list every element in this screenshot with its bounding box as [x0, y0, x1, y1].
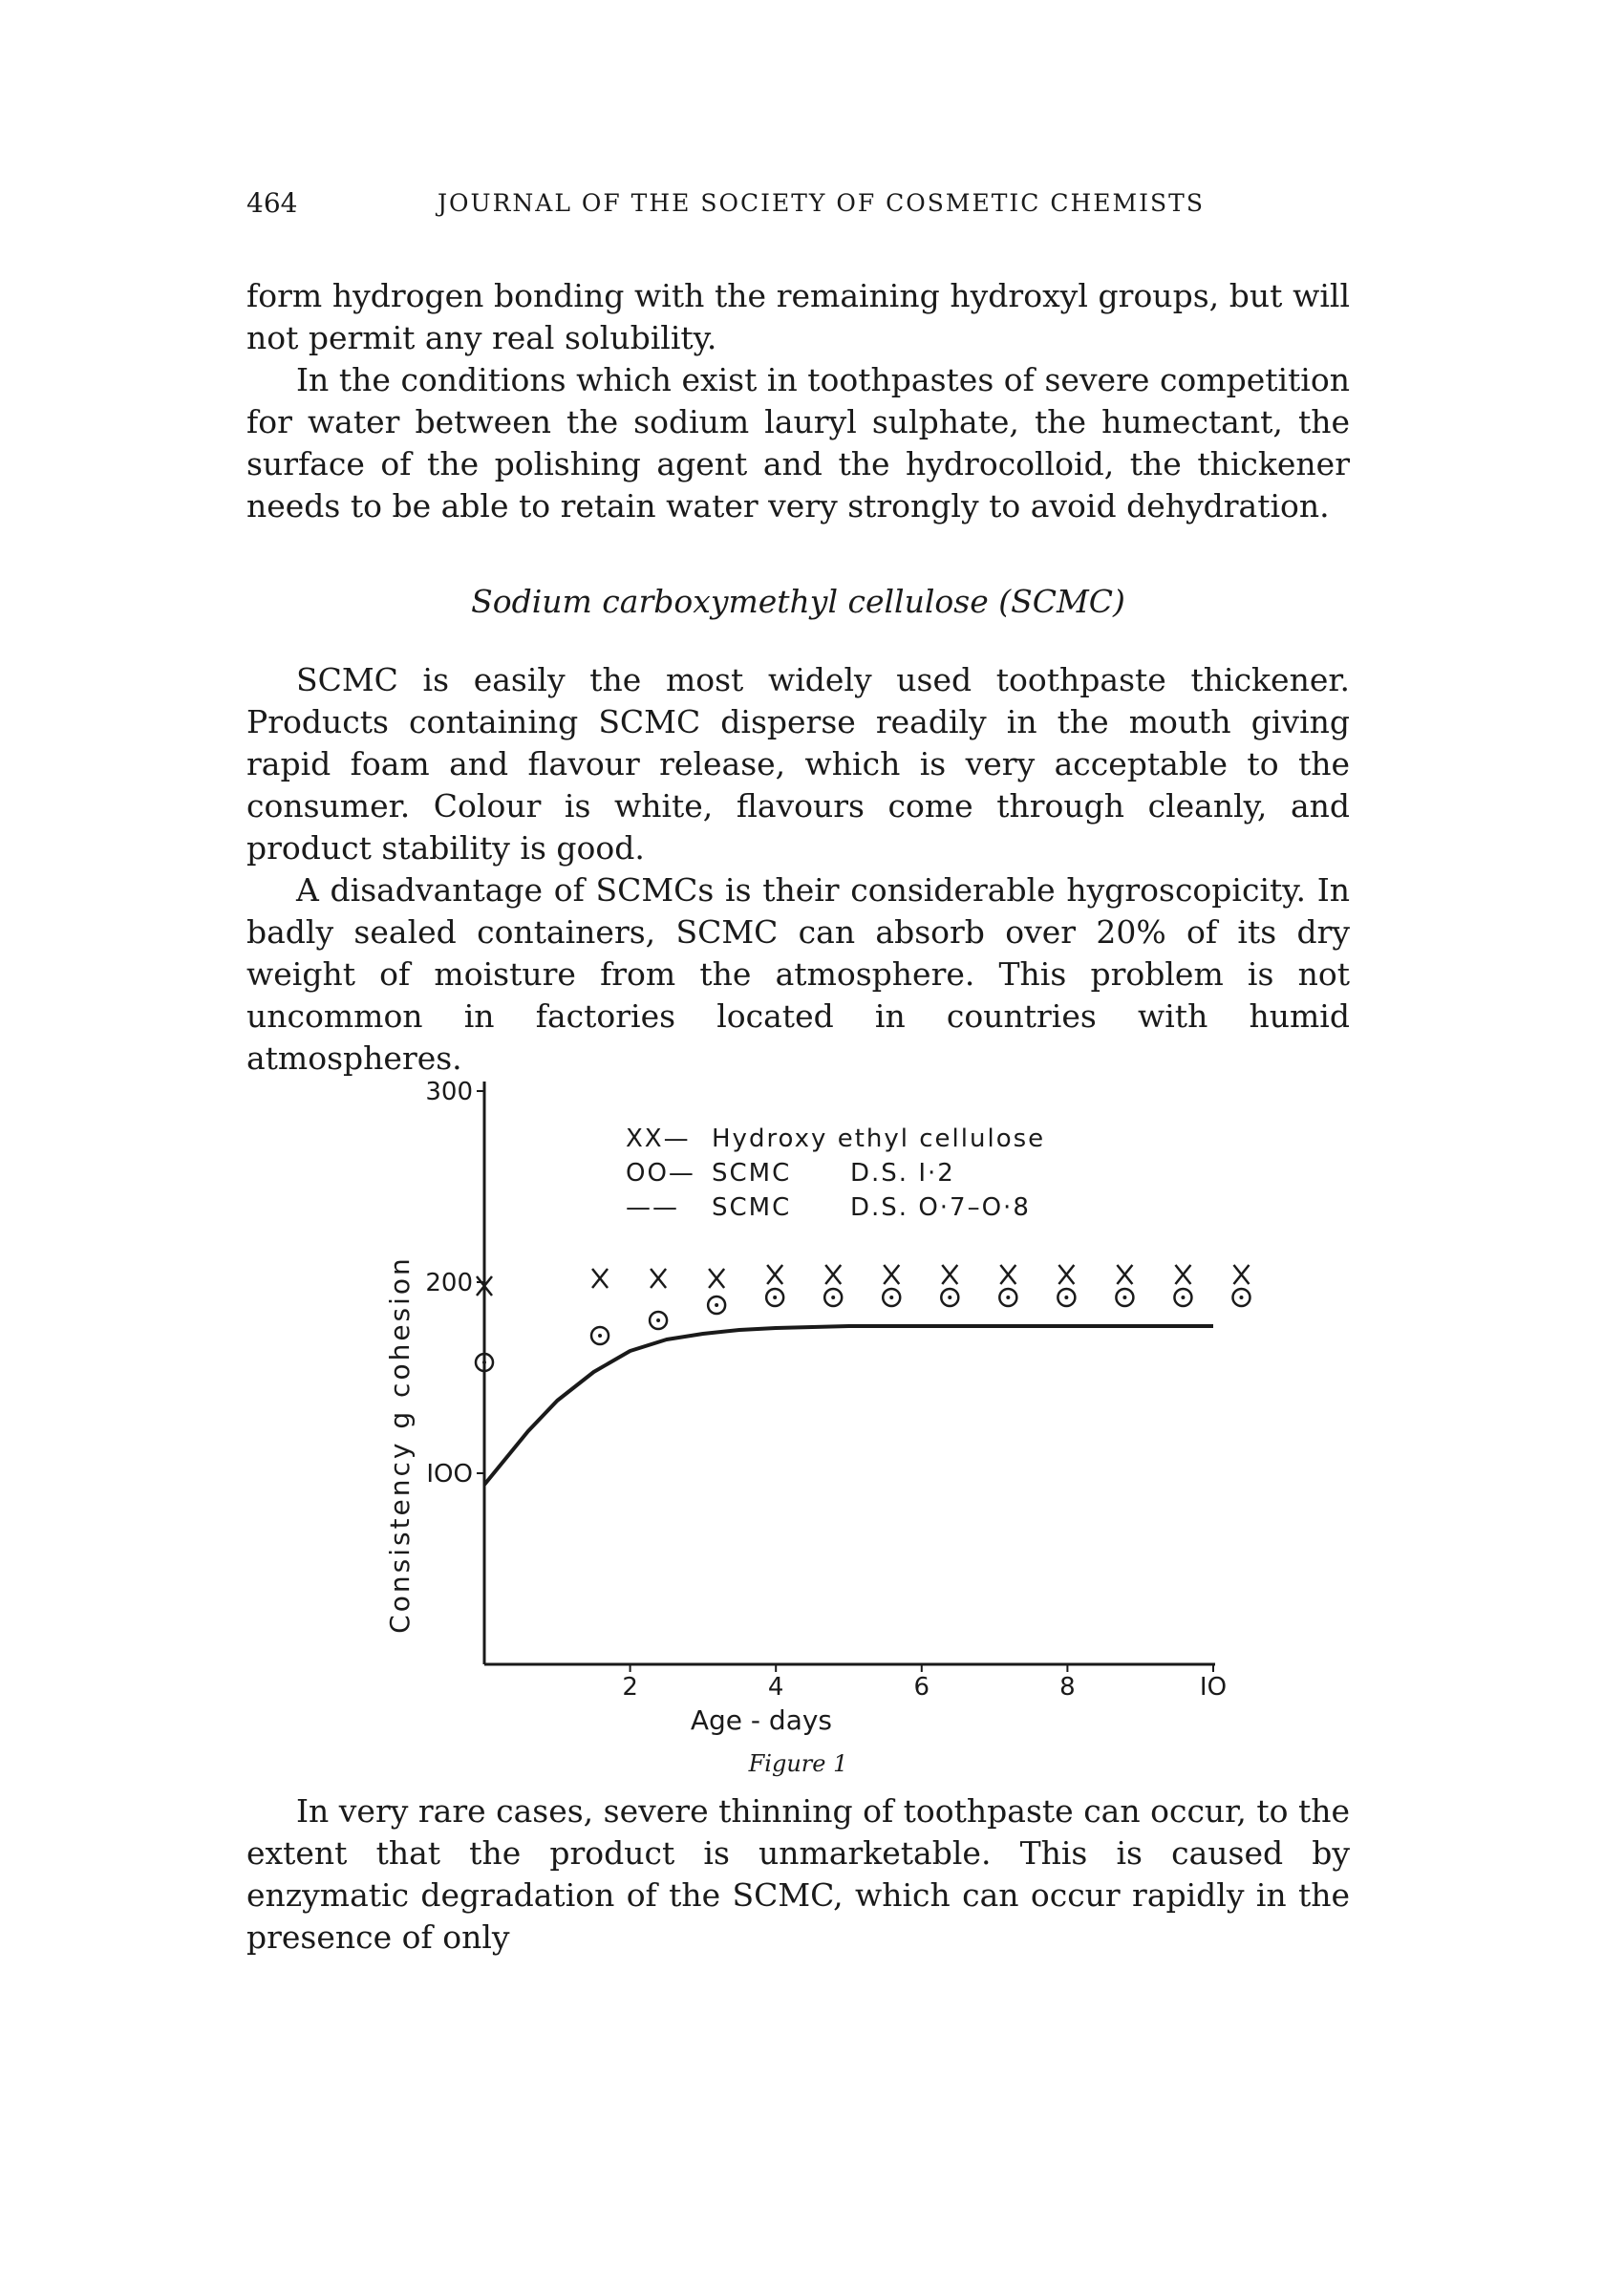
data-point-circle-marker: [999, 1289, 1016, 1306]
circle-marker-dot: [831, 1296, 835, 1299]
circle-marker-dot: [598, 1334, 602, 1338]
data-point-circle-marker: [824, 1289, 842, 1306]
circle-marker-dot: [715, 1303, 718, 1307]
circle-marker-dot: [1122, 1296, 1126, 1299]
data-point-x-marker: [1058, 1265, 1074, 1284]
legend-marker: ——: [626, 1193, 679, 1222]
section-heading: Sodium carboxymethyl cellulose (SCMC): [471, 583, 1125, 620]
x-axis-label: Age - days: [690, 1704, 833, 1736]
data-point-x-marker: [1175, 1265, 1190, 1284]
data-point-x-marker: [709, 1269, 724, 1288]
y-tick-label: IOO: [426, 1460, 473, 1489]
data-point-x-marker: [651, 1269, 666, 1288]
data-point-circle-marker: [708, 1296, 725, 1314]
x-tick-label: 6: [913, 1673, 930, 1702]
data-point-x-marker: [884, 1265, 899, 1284]
circle-marker-dot: [1006, 1296, 1010, 1299]
paragraph: In the conditions which exist in toothpastes of severe competition for water between the sodium lauryl sulphate, the humectant, the surface of the polishing agent and the hydrocolloid, the thickener needs to be able to retain water very strongly to avoid dehydration.: [246, 361, 1350, 525]
circle-marker-dot: [948, 1296, 951, 1299]
paragraph: A disadvantage of SCMCs is their considerable hygroscopicity. In badly sealed containers, SCMC can absorb over 20% of its dry weight of moisture from the atmosphere. This problem is not uncommon in factories located in countries with humid atmospheres.: [246, 871, 1350, 1077]
circle-marker-dot: [889, 1296, 893, 1299]
data-point-x-marker: [825, 1265, 841, 1284]
figure-caption: Figure 1: [748, 1750, 848, 1777]
data-point-circle-marker: [591, 1327, 609, 1344]
legend-label: SCMC: [712, 1193, 792, 1222]
data-point-circle-marker: [1174, 1289, 1191, 1306]
chart-marks: [476, 1265, 1250, 1485]
data-point-circle-marker: [941, 1289, 958, 1306]
data-point-circle-marker: [883, 1289, 900, 1306]
data-point-x-marker: [1233, 1265, 1249, 1284]
paragraph: SCMC is easily the most widely used toothpaste thickener. Products containing SCMC disperse readily in the mouth giving rapid foam and flavour release, which is very acceptable to the consumer. Colour is white, flavours come through cleanly, and product stability is good.: [246, 661, 1350, 867]
data-point-x-marker: [1117, 1265, 1132, 1284]
data-point-x-marker: [942, 1265, 957, 1284]
chart-axes: [384, 1078, 1227, 1736]
data-point-circle-marker: [766, 1289, 783, 1306]
y-axis-label: Consistency g cohesion: [384, 1255, 416, 1634]
circle-marker-dot: [1064, 1296, 1068, 1299]
legend-label: SCMC: [712, 1159, 792, 1188]
data-point-x-marker: [592, 1269, 608, 1288]
legend-label: Hydroxy ethyl cellulose: [712, 1125, 1046, 1153]
body-text-bottom: [246, 1790, 1350, 1959]
legend-marker: XX—: [626, 1125, 691, 1153]
journal-title: JOURNAL OF THE SOCIETY OF COSMETIC CHEMISTS: [438, 189, 1205, 217]
legend-ds: D.S. I·2: [850, 1159, 955, 1188]
circle-marker-dot: [1239, 1296, 1243, 1299]
x-tick-label: 4: [767, 1673, 784, 1702]
data-point-circle-marker: [1116, 1289, 1133, 1306]
circle-marker-dot: [656, 1318, 660, 1322]
circle-marker-dot: [482, 1360, 486, 1364]
data-point-circle-marker: [650, 1312, 667, 1329]
chart-legend: [626, 1125, 1045, 1222]
x-tick-label: IO: [1199, 1673, 1228, 1702]
y-tick-label: 200: [425, 1269, 473, 1297]
x-tick-label: 8: [1059, 1673, 1076, 1702]
circle-marker-dot: [773, 1296, 777, 1299]
paragraph: In very rare cases, severe thinning of toothpaste can occur, to the extent that the product is unmarketable. This is caused by enzymatic degradation of the SCMC, which can occur rapidly in the presence of only: [246, 1792, 1350, 1956]
page-number: 464: [246, 187, 298, 219]
circle-marker-dot: [1181, 1296, 1185, 1299]
legend-marker: OO—: [626, 1159, 695, 1188]
data-point-circle-marker: [1058, 1289, 1075, 1306]
series-line-scmc-ds-0-7: [484, 1326, 1213, 1485]
data-point-x-marker: [1000, 1265, 1015, 1284]
data-point-circle-marker: [1232, 1289, 1250, 1306]
y-tick-label: 300: [425, 1078, 473, 1106]
data-point-x-marker: [767, 1265, 782, 1284]
paragraph: form hydrogen bonding with the remaining hydroxyl groups, but will not permit any real solubility.: [246, 277, 1350, 356]
x-tick-label: 2: [622, 1673, 638, 1702]
legend-ds: D.S. O·7–O·8: [850, 1193, 1031, 1222]
